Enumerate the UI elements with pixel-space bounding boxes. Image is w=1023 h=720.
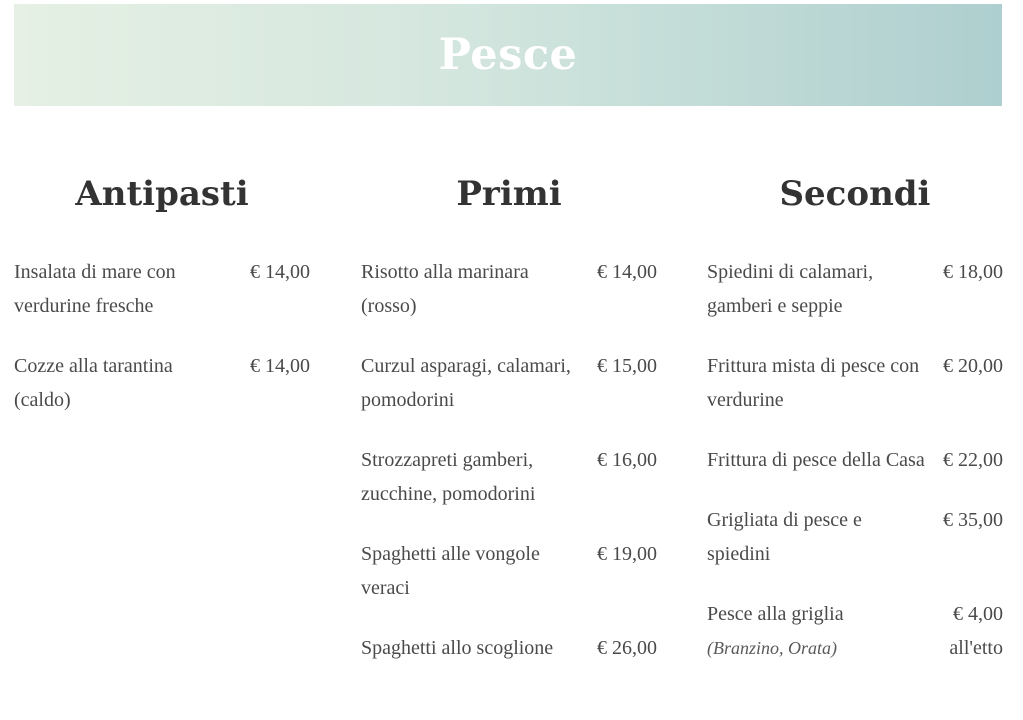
section-title: Pesce bbox=[438, 30, 578, 80]
column-heading: Primi bbox=[456, 174, 562, 214]
menu-item-name: Cozze alla tarantina (caldo) bbox=[14, 355, 173, 411]
menu-item bbox=[361, 443, 657, 511]
menu-item-price: € 22,00 bbox=[943, 449, 1003, 471]
menu-item bbox=[361, 349, 657, 417]
column-heading: Antipasti bbox=[75, 174, 249, 214]
menu-item-name: Grigliata di pesce e spiedini bbox=[707, 509, 862, 565]
menu-item-price-unit: all'etto bbox=[949, 637, 1003, 659]
menu-item-price: € 15,00 bbox=[597, 355, 657, 377]
menu-item-name: Frittura mista di pesce con verdurine bbox=[707, 355, 920, 411]
menu-item-price: € 18,00 bbox=[943, 261, 1003, 283]
menu-item-name: Insalata di mare con verdurine fresche bbox=[14, 261, 176, 317]
menu-item bbox=[707, 443, 1003, 477]
column-heading: Secondi bbox=[779, 174, 931, 214]
menu-item-name: Spaghetti allo scoglione bbox=[361, 637, 554, 659]
menu-item-name: Risotto alla marinara (rosso) bbox=[361, 261, 529, 317]
menu-column-primi bbox=[361, 168, 657, 691]
menu-column-antipasti bbox=[14, 168, 310, 443]
menu-item bbox=[361, 255, 657, 323]
menu-item-name: Frittura di pesce della Casa bbox=[707, 449, 925, 471]
menu-item-name: Pesce alla griglia bbox=[707, 603, 844, 625]
menu-item-price: € 16,00 bbox=[597, 449, 657, 471]
menu-item bbox=[361, 537, 657, 605]
menu-item-price: € 14,00 bbox=[250, 261, 310, 283]
menu-item-price: € 14,00 bbox=[250, 355, 310, 377]
menu-item-name: Strozzapreti gamberi, zucchine, pomodorini bbox=[361, 449, 536, 505]
menu-item-price: € 14,00 bbox=[597, 261, 657, 283]
menu-item bbox=[14, 255, 310, 323]
menu-column-secondi bbox=[707, 168, 1003, 691]
menu-item bbox=[14, 349, 310, 417]
menu-item-price: € 26,00 bbox=[597, 637, 657, 659]
menu-item-name: Spiedini di calamari, gamberi e seppie bbox=[707, 261, 874, 317]
menu-item-price: € 19,00 bbox=[597, 543, 657, 565]
menu-item-price-block bbox=[949, 597, 1003, 665]
menu-item-note: (Branzino, Orata) bbox=[707, 638, 837, 658]
menu-item-price: € 20,00 bbox=[943, 355, 1003, 377]
menu-item bbox=[707, 349, 1003, 417]
menu-item-name-block bbox=[707, 597, 927, 665]
menu-item bbox=[707, 255, 1003, 323]
menu-item bbox=[707, 503, 1003, 571]
menu-item-name: Spaghetti alle vongole veraci bbox=[361, 543, 540, 599]
menu-item-name: Curzul asparagi, calamari, pomodorini bbox=[361, 355, 571, 411]
section-banner bbox=[14, 4, 1002, 106]
menu-item bbox=[361, 631, 657, 665]
menu-item bbox=[707, 597, 1003, 665]
menu-item-price: € 35,00 bbox=[943, 509, 1003, 531]
menu-item-price: € 4,00 bbox=[953, 603, 1003, 625]
